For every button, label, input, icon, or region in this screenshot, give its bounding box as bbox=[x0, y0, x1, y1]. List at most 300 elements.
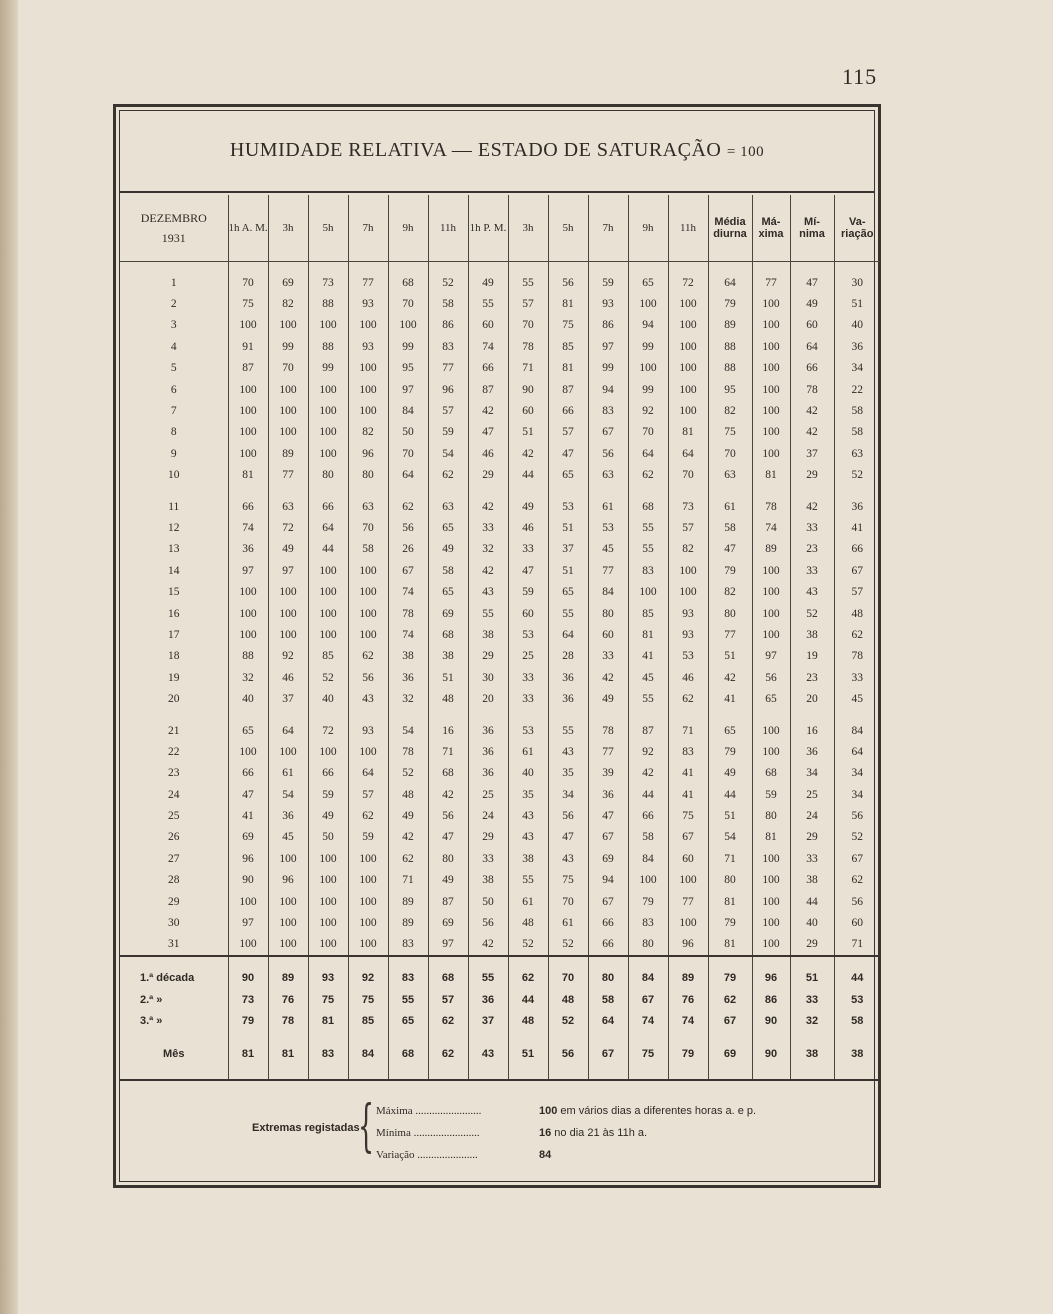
value-cell: 88 bbox=[708, 358, 752, 379]
value-cell: 70 bbox=[708, 443, 752, 464]
value-cell: 84 bbox=[588, 581, 628, 602]
summary-cell: 76 bbox=[268, 989, 308, 1010]
value-cell: 100 bbox=[308, 422, 348, 443]
value-cell: 100 bbox=[348, 358, 388, 379]
value-cell: 49 bbox=[588, 688, 628, 709]
value-cell: 77 bbox=[268, 465, 308, 486]
table-row bbox=[120, 581, 880, 602]
month-row-cell: 67 bbox=[588, 1041, 628, 1067]
value-cell: 80 bbox=[428, 848, 468, 869]
value-cell: 42 bbox=[790, 400, 834, 421]
value-cell: 58 bbox=[348, 539, 388, 560]
value-cell: 61 bbox=[508, 891, 548, 912]
extremes-section bbox=[120, 1094, 880, 1161]
value-cell: 87 bbox=[468, 379, 508, 400]
value-cell: 100 bbox=[668, 912, 708, 933]
value-cell: 88 bbox=[308, 293, 348, 314]
value-cell: 56 bbox=[548, 805, 588, 826]
value-cell: 100 bbox=[752, 934, 790, 956]
value-cell: 100 bbox=[348, 624, 388, 645]
gap-cell bbox=[834, 486, 880, 496]
table-row bbox=[120, 741, 880, 762]
value-cell: 47 bbox=[708, 539, 752, 560]
gap-cell bbox=[668, 1031, 708, 1041]
value-cell: 51 bbox=[428, 667, 468, 688]
end-cell bbox=[588, 1067, 628, 1080]
value-cell: 58 bbox=[628, 827, 668, 848]
summary-cell: 53 bbox=[834, 989, 880, 1010]
extremes-title: Extremas registadas bbox=[252, 1122, 360, 1134]
value-cell: 100 bbox=[268, 741, 308, 762]
value-cell: 58 bbox=[428, 560, 468, 581]
day-cell: 21 bbox=[168, 724, 180, 737]
gap-cell bbox=[548, 486, 588, 496]
value-cell: 75 bbox=[228, 293, 268, 314]
value-cell: 100 bbox=[752, 870, 790, 891]
value-cell: 100 bbox=[668, 315, 708, 336]
value-cell: 85 bbox=[548, 336, 588, 357]
value-cell: 75 bbox=[668, 805, 708, 826]
value-cell: 48 bbox=[508, 912, 548, 933]
value-cell: 100 bbox=[228, 581, 268, 602]
value-cell: 84 bbox=[834, 720, 880, 741]
value-cell: 36 bbox=[548, 688, 588, 709]
value-cell: 59 bbox=[428, 422, 468, 443]
value-cell: 55 bbox=[628, 688, 668, 709]
col-header: 3h bbox=[508, 195, 548, 262]
month-row-cell: 90 bbox=[752, 1041, 790, 1067]
value-cell: 100 bbox=[752, 560, 790, 581]
summary-cell: 85 bbox=[348, 1010, 388, 1031]
value-cell: 99 bbox=[628, 379, 668, 400]
table-frame-inner bbox=[119, 110, 875, 1182]
value-cell: 68 bbox=[428, 624, 468, 645]
value-cell: 93 bbox=[348, 720, 388, 741]
summary-cell: 81 bbox=[308, 1010, 348, 1031]
value-cell: 100 bbox=[308, 912, 348, 933]
value-cell: 70 bbox=[388, 293, 428, 314]
value-cell: 97 bbox=[388, 379, 428, 400]
summary-cell: 80 bbox=[588, 956, 628, 989]
value-cell: 42 bbox=[790, 422, 834, 443]
summary-cell: 96 bbox=[752, 956, 790, 989]
value-cell: 63 bbox=[708, 465, 752, 486]
value-cell: 100 bbox=[228, 891, 268, 912]
value-cell: 93 bbox=[668, 603, 708, 624]
summary-label: 1.ª década bbox=[120, 956, 228, 989]
value-cell: 96 bbox=[428, 379, 468, 400]
value-cell: 78 bbox=[388, 741, 428, 762]
value-cell: 45 bbox=[588, 539, 628, 560]
value-cell: 89 bbox=[708, 315, 752, 336]
value-cell: 16 bbox=[428, 720, 468, 741]
value-cell: 25 bbox=[468, 784, 508, 805]
value-cell: 38 bbox=[468, 624, 508, 645]
value-cell: 40 bbox=[834, 315, 880, 336]
value-cell: 84 bbox=[388, 400, 428, 421]
summary-cell: 62 bbox=[428, 1010, 468, 1031]
value-cell: 19 bbox=[790, 646, 834, 667]
value-cell: 37 bbox=[268, 688, 308, 709]
value-cell: 52 bbox=[834, 827, 880, 848]
value-cell: 92 bbox=[628, 400, 668, 421]
table-row bbox=[120, 934, 880, 956]
value-cell: 81 bbox=[708, 934, 752, 956]
value-cell: 85 bbox=[308, 646, 348, 667]
month-row-cell: 68 bbox=[388, 1041, 428, 1067]
value-cell: 63 bbox=[588, 465, 628, 486]
value-cell: 48 bbox=[388, 784, 428, 805]
value-cell: 49 bbox=[388, 805, 428, 826]
summary-cell: 84 bbox=[628, 956, 668, 989]
value-cell: 63 bbox=[428, 496, 468, 517]
value-cell: 36 bbox=[588, 784, 628, 805]
value-cell: 100 bbox=[268, 624, 308, 645]
value-cell: 100 bbox=[752, 848, 790, 869]
value-cell: 55 bbox=[628, 517, 668, 538]
table-row bbox=[120, 646, 880, 667]
gap-cell bbox=[388, 1031, 428, 1041]
value-cell: 62 bbox=[348, 805, 388, 826]
value-cell: 100 bbox=[228, 400, 268, 421]
value-cell: 53 bbox=[668, 646, 708, 667]
value-cell: 64 bbox=[628, 443, 668, 464]
summary-cell: 52 bbox=[548, 1010, 588, 1031]
day-cell: 18 bbox=[168, 650, 180, 663]
day-cell: 13 bbox=[168, 543, 180, 556]
value-cell: 100 bbox=[348, 870, 388, 891]
value-cell: 43 bbox=[348, 688, 388, 709]
gap-cell bbox=[268, 710, 308, 720]
day-cell: 9 bbox=[170, 447, 177, 460]
value-cell: 42 bbox=[468, 934, 508, 956]
end-cell bbox=[752, 1067, 790, 1080]
page-edge bbox=[0, 0, 18, 1314]
value-cell: 88 bbox=[708, 336, 752, 357]
value-cell: 52 bbox=[508, 934, 548, 956]
gap-cell bbox=[120, 1031, 228, 1041]
value-cell: 47 bbox=[588, 805, 628, 826]
table-row bbox=[120, 784, 880, 805]
value-cell: 53 bbox=[508, 720, 548, 741]
gap-cell bbox=[708, 1031, 752, 1041]
value-cell: 24 bbox=[468, 805, 508, 826]
value-cell: 100 bbox=[268, 848, 308, 869]
value-cell: 100 bbox=[268, 891, 308, 912]
value-cell: 65 bbox=[228, 720, 268, 741]
value-cell: 99 bbox=[628, 336, 668, 357]
value-cell: 100 bbox=[628, 581, 668, 602]
table-row bbox=[120, 720, 880, 741]
value-cell: 16 bbox=[790, 720, 834, 741]
row-gap bbox=[120, 1031, 880, 1041]
gap-cell bbox=[348, 710, 388, 720]
value-cell: 66 bbox=[308, 763, 348, 784]
value-cell: 43 bbox=[790, 581, 834, 602]
value-cell: 70 bbox=[668, 465, 708, 486]
value-cell: 100 bbox=[752, 912, 790, 933]
value-cell: 100 bbox=[268, 315, 308, 336]
value-cell: 29 bbox=[790, 827, 834, 848]
value-cell: 33 bbox=[468, 848, 508, 869]
value-cell: 47 bbox=[228, 784, 268, 805]
table-row bbox=[120, 763, 880, 784]
value-cell: 67 bbox=[668, 827, 708, 848]
value-cell: 56 bbox=[548, 262, 588, 294]
value-cell: 64 bbox=[668, 443, 708, 464]
value-cell: 60 bbox=[508, 603, 548, 624]
summary-cell: 76 bbox=[668, 989, 708, 1010]
end-cell bbox=[268, 1067, 308, 1080]
value-cell: 54 bbox=[268, 784, 308, 805]
value-cell: 100 bbox=[308, 400, 348, 421]
value-cell: 95 bbox=[388, 358, 428, 379]
value-cell: 48 bbox=[834, 603, 880, 624]
value-cell: 83 bbox=[628, 560, 668, 581]
end-cell bbox=[308, 1067, 348, 1080]
gap-cell bbox=[268, 1031, 308, 1041]
value-cell: 68 bbox=[428, 763, 468, 784]
value-cell: 64 bbox=[388, 465, 428, 486]
value-cell: 100 bbox=[228, 624, 268, 645]
value-cell: 64 bbox=[548, 624, 588, 645]
value-cell: 47 bbox=[428, 827, 468, 848]
month-row-cell: 43 bbox=[468, 1041, 508, 1067]
value-cell: 23 bbox=[790, 539, 834, 560]
value-cell: 81 bbox=[228, 465, 268, 486]
value-cell: 100 bbox=[628, 293, 668, 314]
value-cell: 96 bbox=[228, 848, 268, 869]
value-cell: 52 bbox=[308, 667, 348, 688]
day-cell: 19 bbox=[168, 671, 180, 684]
value-cell: 42 bbox=[790, 496, 834, 517]
month-row-cell: 62 bbox=[428, 1041, 468, 1067]
day-cell: 5 bbox=[170, 362, 177, 375]
value-cell: 44 bbox=[790, 891, 834, 912]
end-cell bbox=[348, 1067, 388, 1080]
gap-cell bbox=[752, 710, 790, 720]
value-cell: 70 bbox=[228, 262, 268, 294]
value-cell: 60 bbox=[588, 624, 628, 645]
value-cell: 100 bbox=[752, 581, 790, 602]
value-cell: 33 bbox=[790, 848, 834, 869]
value-cell: 67 bbox=[588, 891, 628, 912]
summary-cell: 64 bbox=[588, 1010, 628, 1031]
brace-icon: { bbox=[358, 1094, 375, 1159]
value-cell: 100 bbox=[668, 581, 708, 602]
summary-cell: 89 bbox=[268, 956, 308, 989]
gap-cell bbox=[790, 486, 834, 496]
gap-cell bbox=[628, 710, 668, 720]
value-cell: 96 bbox=[668, 934, 708, 956]
value-cell: 94 bbox=[588, 870, 628, 891]
value-cell: 100 bbox=[668, 358, 708, 379]
gap-cell bbox=[388, 710, 428, 720]
value-cell: 79 bbox=[628, 891, 668, 912]
table-row bbox=[120, 315, 880, 336]
value-cell: 45 bbox=[834, 688, 880, 709]
year-label: 1931 bbox=[161, 231, 186, 245]
value-cell: 81 bbox=[752, 465, 790, 486]
gap-cell bbox=[588, 486, 628, 496]
summary-cell: 68 bbox=[428, 956, 468, 989]
value-cell: 94 bbox=[588, 379, 628, 400]
value-cell: 100 bbox=[348, 379, 388, 400]
value-cell: 36 bbox=[548, 667, 588, 688]
value-cell: 47 bbox=[468, 422, 508, 443]
value-cell: 80 bbox=[752, 805, 790, 826]
humidity-table bbox=[120, 195, 880, 1081]
value-cell: 89 bbox=[268, 443, 308, 464]
value-cell: 100 bbox=[752, 358, 790, 379]
value-cell: 55 bbox=[628, 539, 668, 560]
value-cell: 37 bbox=[790, 443, 834, 464]
end-cell bbox=[388, 1067, 428, 1080]
value-cell: 67 bbox=[588, 422, 628, 443]
value-cell: 78 bbox=[388, 603, 428, 624]
value-cell: 80 bbox=[708, 870, 752, 891]
value-cell: 100 bbox=[348, 891, 388, 912]
value-cell: 100 bbox=[308, 624, 348, 645]
extreme-max-label: Máxima ........................ bbox=[376, 1105, 482, 1117]
page-number: 115 bbox=[842, 64, 878, 89]
value-cell: 100 bbox=[752, 336, 790, 357]
value-cell: 77 bbox=[752, 262, 790, 294]
gap-cell bbox=[348, 1031, 388, 1041]
value-cell: 55 bbox=[508, 870, 548, 891]
value-cell: 65 bbox=[752, 688, 790, 709]
table-row bbox=[120, 539, 880, 560]
value-cell: 53 bbox=[588, 517, 628, 538]
table-row bbox=[120, 465, 880, 486]
summary-row bbox=[120, 989, 880, 1010]
value-cell: 42 bbox=[588, 667, 628, 688]
value-cell: 63 bbox=[268, 496, 308, 517]
value-cell: 33 bbox=[508, 539, 548, 560]
col-header: 7h bbox=[348, 195, 388, 262]
value-cell: 54 bbox=[708, 827, 752, 848]
summary-cell: 67 bbox=[628, 989, 668, 1010]
value-cell: 83 bbox=[388, 934, 428, 956]
table-row bbox=[120, 667, 880, 688]
col-header: 1h P. M. bbox=[468, 195, 508, 262]
value-cell: 78 bbox=[790, 379, 834, 400]
value-cell: 90 bbox=[508, 379, 548, 400]
value-cell: 96 bbox=[348, 443, 388, 464]
value-cell: 51 bbox=[708, 805, 752, 826]
value-cell: 62 bbox=[388, 848, 428, 869]
value-cell: 100 bbox=[348, 848, 388, 869]
value-cell: 52 bbox=[790, 603, 834, 624]
gap-cell bbox=[708, 710, 752, 720]
day-cell: 6 bbox=[170, 383, 177, 396]
value-cell: 49 bbox=[790, 293, 834, 314]
value-cell: 100 bbox=[628, 358, 668, 379]
value-cell: 86 bbox=[588, 315, 628, 336]
value-cell: 66 bbox=[468, 358, 508, 379]
value-cell: 52 bbox=[548, 934, 588, 956]
value-cell: 100 bbox=[668, 379, 708, 400]
value-cell: 42 bbox=[508, 443, 548, 464]
value-cell: 77 bbox=[588, 560, 628, 581]
value-cell: 70 bbox=[548, 891, 588, 912]
value-cell: 87 bbox=[548, 379, 588, 400]
value-cell: 74 bbox=[752, 517, 790, 538]
col-header: 11h bbox=[428, 195, 468, 262]
value-cell: 40 bbox=[308, 688, 348, 709]
table-row bbox=[120, 891, 880, 912]
value-cell: 49 bbox=[708, 763, 752, 784]
summary-label: 3.ª » bbox=[140, 1014, 163, 1027]
value-cell: 23 bbox=[790, 667, 834, 688]
end-cell bbox=[668, 1067, 708, 1080]
value-cell: 70 bbox=[348, 517, 388, 538]
value-cell: 42 bbox=[468, 560, 508, 581]
value-cell: 82 bbox=[268, 293, 308, 314]
summary-row bbox=[120, 1010, 880, 1031]
summary-cell: 33 bbox=[790, 989, 834, 1010]
row-end bbox=[120, 1067, 880, 1080]
summary-cell: 37 bbox=[468, 1010, 508, 1031]
value-cell: 26 bbox=[388, 539, 428, 560]
day-cell: 17 bbox=[168, 628, 180, 641]
value-cell: 99 bbox=[388, 336, 428, 357]
value-cell: 59 bbox=[308, 784, 348, 805]
value-cell: 64 bbox=[268, 720, 308, 741]
value-cell: 97 bbox=[228, 560, 268, 581]
value-cell: 100 bbox=[388, 315, 428, 336]
summary-rows bbox=[120, 956, 880, 1080]
gap-cell bbox=[468, 1031, 508, 1041]
summary-cell: 48 bbox=[548, 989, 588, 1010]
value-cell: 100 bbox=[308, 870, 348, 891]
value-cell: 48 bbox=[428, 688, 468, 709]
value-cell: 100 bbox=[668, 560, 708, 581]
day-cell: 10 bbox=[168, 469, 180, 482]
value-cell: 100 bbox=[348, 315, 388, 336]
value-cell: 34 bbox=[548, 784, 588, 805]
value-cell: 100 bbox=[308, 581, 348, 602]
value-cell: 83 bbox=[628, 912, 668, 933]
gap-cell bbox=[348, 486, 388, 496]
value-cell: 89 bbox=[388, 891, 428, 912]
summary-cell: 62 bbox=[708, 989, 752, 1010]
summary-cell: 78 bbox=[268, 1010, 308, 1031]
extreme-min-label: Mínima ........................ bbox=[376, 1127, 480, 1139]
value-cell: 29 bbox=[468, 827, 508, 848]
day-cell: 22 bbox=[168, 745, 180, 758]
gap-cell bbox=[308, 710, 348, 720]
value-cell: 33 bbox=[468, 517, 508, 538]
summary-cell: 79 bbox=[708, 956, 752, 989]
col-header: Média diurna bbox=[708, 195, 752, 262]
month-row-cell: 83 bbox=[308, 1041, 348, 1067]
value-cell: 100 bbox=[752, 400, 790, 421]
value-cell: 97 bbox=[228, 912, 268, 933]
value-cell: 82 bbox=[348, 422, 388, 443]
value-cell: 66 bbox=[588, 912, 628, 933]
value-cell: 100 bbox=[268, 379, 308, 400]
gap-cell bbox=[668, 710, 708, 720]
value-cell: 78 bbox=[588, 720, 628, 741]
value-cell: 63 bbox=[834, 443, 880, 464]
summary-cell: 73 bbox=[228, 989, 268, 1010]
value-cell: 65 bbox=[428, 517, 468, 538]
value-cell: 67 bbox=[834, 560, 880, 581]
gap-cell bbox=[790, 1031, 834, 1041]
value-cell: 100 bbox=[228, 603, 268, 624]
value-cell: 35 bbox=[548, 763, 588, 784]
